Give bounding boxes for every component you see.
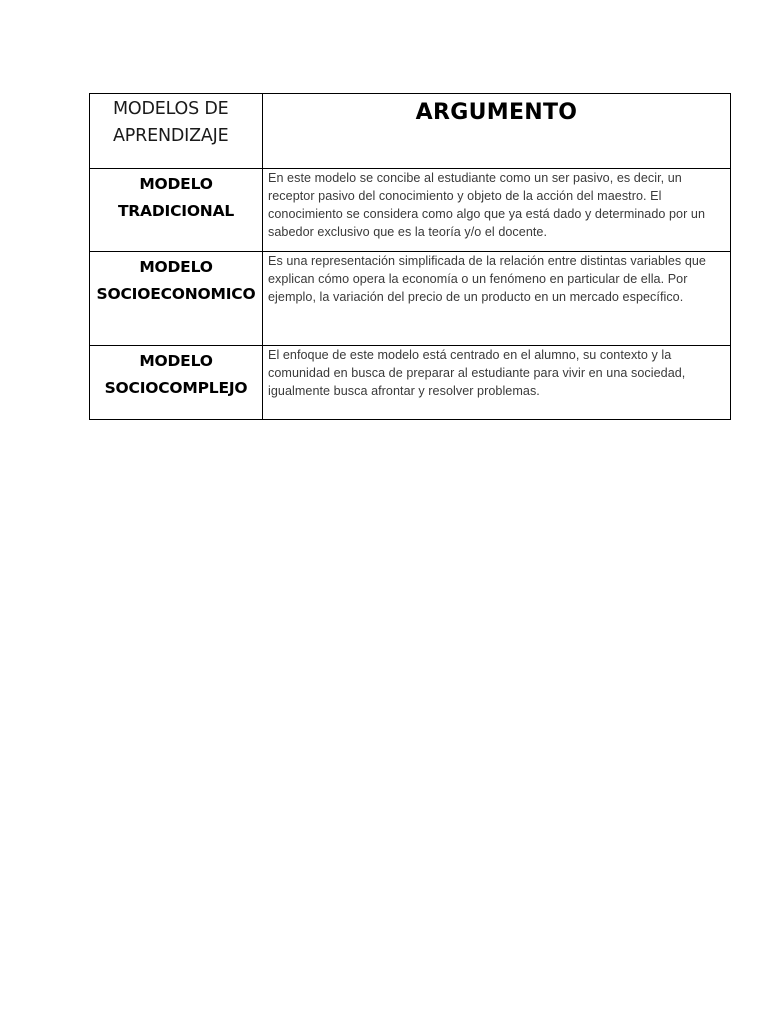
model-name-cell: MODELO TRADICIONAL bbox=[90, 169, 263, 252]
model-description-cell: Es una representación simplificada de la relación entre distintas variables que explican cómo opera la economía o un fenómeno en particular de ella. Por ejemplo, la variación del precio de un producto en un mercado específico. bbox=[263, 252, 731, 346]
table-row bbox=[90, 346, 731, 420]
model-name-cell: MODELO SOCIOCOMPLEJO bbox=[90, 346, 263, 420]
header-argument-cell: ARGUMENTO bbox=[263, 94, 731, 169]
table-row bbox=[90, 252, 731, 346]
learning-models-table bbox=[89, 93, 731, 420]
header-models-cell: MODELOS DE APRENDIZAJE bbox=[90, 94, 263, 169]
model-description-cell: En este modelo se concibe al estudiante como un ser pasivo, es decir, un receptor pasivo del conocimiento y objeto de la acción del maestro. El conocimiento se considera como algo que ya está dado y determinado por un sabedor exclusivo que es la teoría y/o el docente. bbox=[263, 169, 731, 252]
model-name-cell: MODELO SOCIOECONOMICO bbox=[90, 252, 263, 346]
table-header-row bbox=[90, 94, 731, 169]
table-row bbox=[90, 169, 731, 252]
model-description-cell: El enfoque de este modelo está centrado en el alumno, su contexto y la comunidad en busca de preparar al estudiante para vivir en una sociedad, igualmente busca afrontar y resolver problemas. bbox=[263, 346, 731, 420]
